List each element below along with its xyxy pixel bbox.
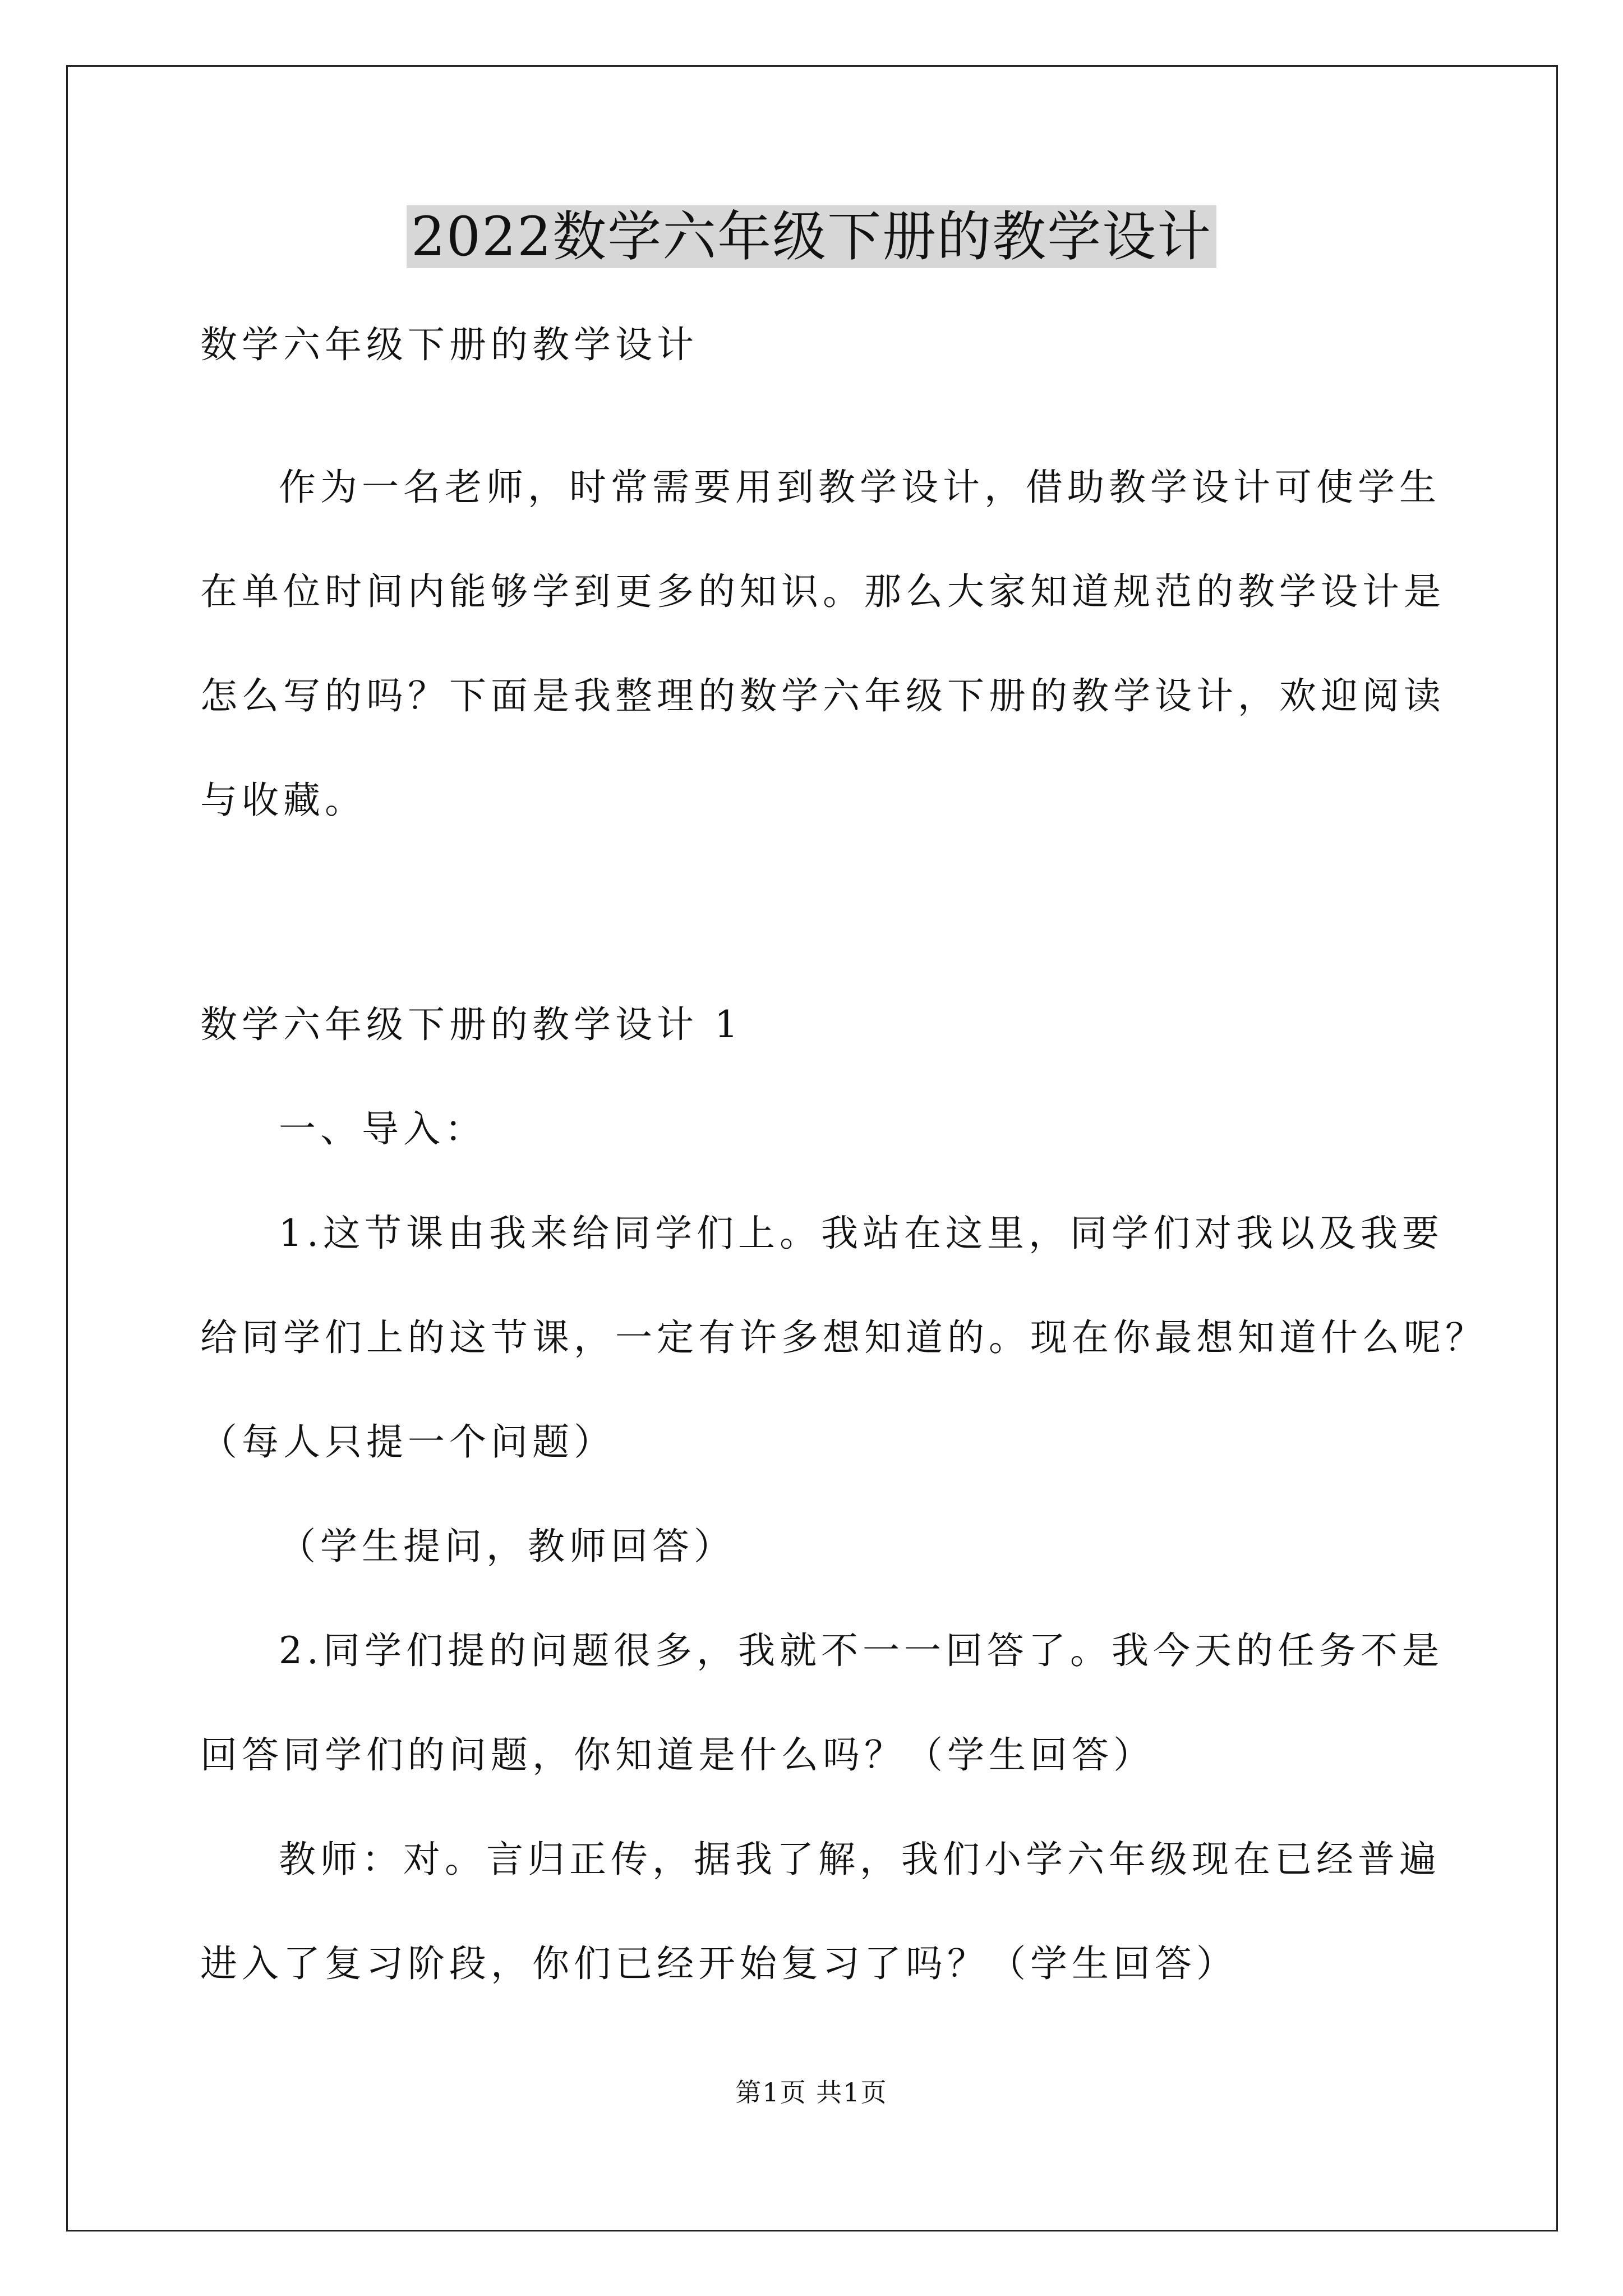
document-title [0, 197, 1623, 276]
intro-line-2: 在单位时间内能够学到更多的知识。那么大家知道规范的教学设计是 [200, 570, 1445, 613]
body-line-8: 教师：对。言归正传，据我了解，我们小学六年级现在已经普遍 [279, 1838, 1441, 1881]
intro-line-1: 作为一名老师，时常需要用到教学设计，借助教学设计可使学生 [279, 466, 1441, 509]
body-line-3: 给同学们上的这节课，一定有许多想知道的。现在你最想知道什么呢？ [200, 1316, 1487, 1359]
page-number-footer: 第1页 共1页 [735, 2077, 888, 2108]
body-line-5: （学生提问，教师回答） [279, 1525, 735, 1568]
body-line-1: 一、导入： [279, 1107, 486, 1151]
subtitle: 数学六年级下册的教学设计 [200, 323, 698, 366]
body-line-2: 1.这节课由我来给同学们上。我站在这里，同学们对我以及我要 [279, 1212, 1444, 1255]
document-title-text: 2022数学六年级下册的教学设计 [407, 205, 1216, 268]
body-line-9: 进入了复习阶段，你们已经开始复习了吗？（学生回答） [200, 1942, 1238, 1985]
section-title: 数学六年级下册的教学设计 1 [200, 1003, 743, 1046]
intro-line-4: 与收藏。 [200, 779, 366, 822]
body-line-6: 2.同学们提的问题很多，我就不一一回答了。我今天的任务不是 [279, 1629, 1444, 1672]
body-line-4: （每人只提一个问题） [200, 1420, 615, 1464]
intro-line-3: 怎么写的吗？下面是我整理的数学六年级下册的教学设计，欢迎阅读 [200, 674, 1445, 717]
body-line-7: 回答同学们的问题，你知道是什么吗？（学生回答） [200, 1733, 1155, 1777]
